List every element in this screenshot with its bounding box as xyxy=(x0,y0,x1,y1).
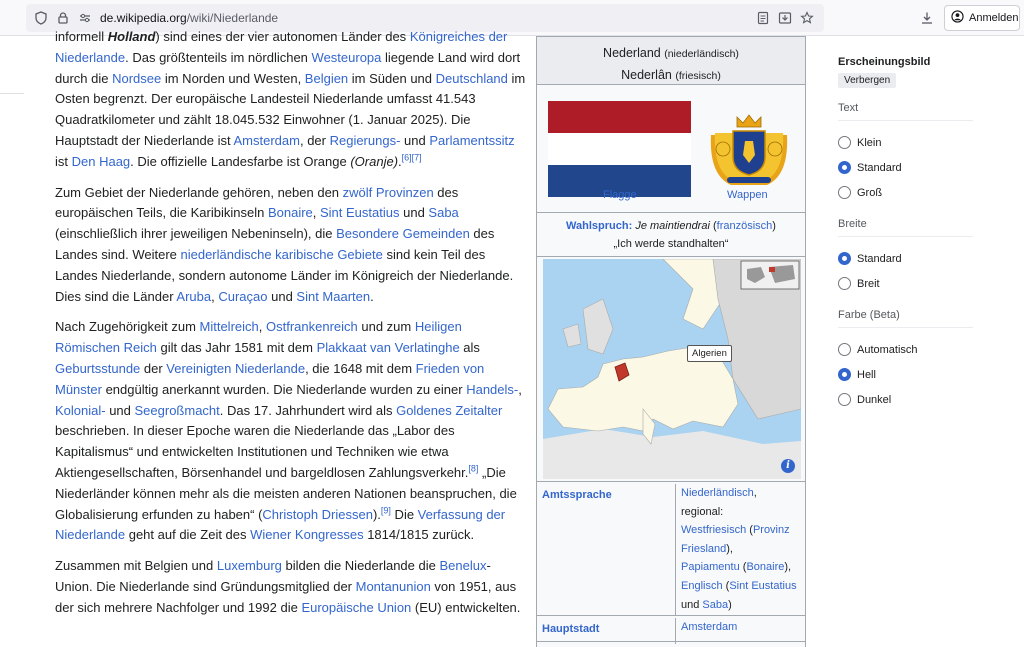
text-run: und zum xyxy=(357,319,415,335)
text-run: ( xyxy=(739,561,747,574)
hide-appearance-button[interactable]: Verbergen xyxy=(838,73,896,88)
text-run: informell xyxy=(55,29,108,44)
appearance-group xyxy=(838,102,973,205)
appearance-panel xyxy=(838,56,973,425)
text-run: . Das größtenteils im nördlichen xyxy=(125,49,312,65)
text-run: Zum Gebiet der Niederlande gehören, neben den xyxy=(55,184,343,200)
radio-label: Dunkel xyxy=(857,393,892,406)
text-run: im Norden und Westen, xyxy=(161,70,305,86)
infobox-symbols xyxy=(537,85,805,213)
row-label-capital[interactable]: Hauptstadt xyxy=(542,623,600,635)
reader-view-icon[interactable] xyxy=(754,9,772,27)
save-to-pocket-icon[interactable] xyxy=(776,9,794,27)
europe-map-image xyxy=(543,259,801,479)
text-run: „Die Niederländer können mehr als die meisten anderen Nationen beanspruchen, die Globalisierung erfunden zu haben“ ( xyxy=(55,464,517,522)
url-domain: de.wikipedia.org xyxy=(100,11,187,25)
text-run: , xyxy=(258,319,266,335)
inline-link[interactable]: Luxemburg xyxy=(216,558,282,574)
shield-icon[interactable] xyxy=(32,9,50,27)
radio-button[interactable] xyxy=(838,186,851,199)
infobox-motto: Wahlspruch: Je maintiendrai (französisch) „Ich werde standhalten“ xyxy=(537,213,805,257)
flag-caption-link[interactable]: Flagge xyxy=(603,189,637,201)
appearance-group-heading: Breite xyxy=(838,218,973,237)
inline-link[interactable]: Amsterdam xyxy=(233,132,300,148)
inline-link[interactable]: Ostfrankenreich xyxy=(266,319,358,335)
inline-link[interactable]: Deutschland xyxy=(435,70,508,86)
inline-link[interactable]: Mittelreich xyxy=(199,319,259,335)
radio-button[interactable] xyxy=(838,277,851,290)
text-run: ), xyxy=(784,561,792,574)
inline-link[interactable]: Montanunion xyxy=(355,578,431,594)
url-path: /wiki/Niederlande xyxy=(186,11,279,25)
text-run: ) sind eines der vier autonomen Länder des xyxy=(155,29,410,44)
name-dutch-note: (niederländisch) xyxy=(664,48,739,60)
flag-image[interactable] xyxy=(548,101,691,197)
text-run: , der xyxy=(299,132,330,148)
radio-label: Hell xyxy=(857,368,876,381)
radio-button[interactable] xyxy=(838,343,851,356)
text-run: (EU) entwickelten. xyxy=(411,599,521,615)
text-run: und xyxy=(681,598,703,611)
article-paragraph-4 xyxy=(55,556,527,618)
inline-link[interactable]: Regierungs- xyxy=(329,132,401,148)
text-run: Nach Zugehörigkeit zum xyxy=(55,319,200,335)
inline-link[interactable]: Benelux xyxy=(439,558,487,574)
text-run: ). xyxy=(372,506,381,522)
text-run: , xyxy=(753,487,757,499)
inline-link[interactable]: Den Haag xyxy=(71,153,131,169)
text-run: ), xyxy=(726,542,733,555)
text-run: regional: xyxy=(681,505,724,518)
permissions-icon[interactable] xyxy=(76,9,94,27)
footnote-reference[interactable]: [6][7] xyxy=(401,152,422,163)
text-run: (einschließlich ihrer jeweiligen Nebeninseln), die xyxy=(55,226,337,242)
radio-option[interactable] xyxy=(838,130,973,155)
inline-link[interactable]: Belgien xyxy=(304,70,349,86)
text-run: und xyxy=(267,288,297,304)
text-run: ( xyxy=(746,524,753,537)
map-info-icon[interactable]: i xyxy=(781,459,795,473)
flag-stripe-white xyxy=(548,133,691,165)
radio-label: Klein xyxy=(857,136,882,149)
inline-link[interactable]: Seegroßmacht xyxy=(134,402,220,418)
text-run: des europäischen Teils, die Karibikinseln xyxy=(55,184,459,221)
infobox-row-language xyxy=(537,481,805,615)
inline-link[interactable]: Papiamentu xyxy=(681,561,740,574)
appearance-title: Erscheinungsbild xyxy=(838,56,931,68)
account-icon xyxy=(951,10,964,26)
article-body xyxy=(55,30,527,629)
inline-link[interactable]: Westeuropa xyxy=(311,49,382,65)
footnote-reference[interactable]: [9] xyxy=(380,505,391,516)
radio-label: Automatisch xyxy=(857,343,918,356)
inline-link[interactable]: Christoph Driessen xyxy=(262,506,373,522)
text-run: endgültig anerkannt wurden. Die Niederlande wurden zu einer xyxy=(101,381,467,397)
row-value-language xyxy=(675,484,803,615)
infobox-names xyxy=(537,37,805,85)
radio-label: Breit xyxy=(857,277,880,290)
map-tooltip: Algerien xyxy=(687,345,732,362)
article-paragraph-2 xyxy=(55,183,527,308)
infobox xyxy=(536,36,806,647)
radio-button[interactable] xyxy=(838,252,851,265)
text-run: , xyxy=(518,381,522,397)
text-run: bilden die Niederlande die xyxy=(281,558,440,574)
motto-language-link[interactable]: französisch xyxy=(716,220,773,232)
text-run: als xyxy=(459,340,480,356)
inline-link[interactable]: niederländische karibische Gebiete xyxy=(180,246,383,262)
radio-option[interactable] xyxy=(838,337,973,362)
inline-link[interactable]: Frieden von Münster xyxy=(55,360,485,397)
inline-link[interactable]: Saba xyxy=(702,598,729,611)
text-run: . Die offizielle Landesfarbe ist Orange xyxy=(130,153,351,169)
coat-of-arms-caption-link[interactable]: Wappen xyxy=(727,189,768,201)
sign-in-button[interactable] xyxy=(944,5,1020,31)
inline-link[interactable]: Sint Eustatius xyxy=(729,579,797,592)
text-run: , xyxy=(211,288,219,304)
inline-link[interactable]: zwölf Provinzen xyxy=(342,184,434,200)
radio-button[interactable] xyxy=(838,368,851,381)
radio-option[interactable] xyxy=(838,271,973,296)
radio-label: Standard xyxy=(857,161,902,174)
infobox-row-next xyxy=(537,641,805,647)
appearance-group-heading: Farbe (Beta) xyxy=(838,309,973,328)
inline-link[interactable]: Wiener Kongresses xyxy=(250,527,364,543)
downloads-icon[interactable] xyxy=(918,9,936,27)
inline-link[interactable]: Amsterdam xyxy=(681,621,738,633)
name-frisian-note: (friesisch) xyxy=(675,70,721,82)
footnote-reference[interactable]: [8] xyxy=(468,463,479,474)
inline-link[interactable]: Königreiches der Niederlande xyxy=(55,29,508,65)
inline-link[interactable]: Nordsee xyxy=(112,70,162,86)
bookmark-star-icon[interactable] xyxy=(798,9,816,27)
radio-button[interactable] xyxy=(838,161,851,174)
inline-link[interactable]: Geburtsstunde xyxy=(55,360,141,376)
inline-link[interactable]: Saba xyxy=(428,205,459,221)
lock-icon[interactable] xyxy=(54,9,72,27)
location-map[interactable] xyxy=(543,259,801,479)
motto-text: Je maintiendrai xyxy=(635,220,710,232)
text-run: des Landes sind. Weitere xyxy=(55,226,495,262)
text-run: 1814/1815 zurück. xyxy=(363,527,475,543)
text-run: . xyxy=(370,288,374,304)
radio-option[interactable] xyxy=(838,180,973,205)
appearance-groups xyxy=(838,102,973,412)
article-paragraph-1 xyxy=(55,27,527,173)
motto-label[interactable]: Wahlspruch: xyxy=(566,220,633,232)
text-run: beschrieben. In dieser Epoche waren die Niederlande das „Labor des Kapitalismus“ und entwickelten Institutionen und Techniken wie etwa Aktiengesellschaften, Börsenhandel und bargeldlosen Zahlungsverkehr. xyxy=(55,423,469,480)
inline-link[interactable]: Sint Maarten xyxy=(296,288,371,304)
text-run: sind kein Teil des Landes Niederlande, sondern autonome Länder im Königreich der Niederlande. Dies sind die Länder xyxy=(55,246,514,304)
inline-link[interactable]: Sint Eustatius xyxy=(320,205,400,221)
radio-button[interactable] xyxy=(838,136,851,149)
inline-link[interactable]: Provinz Friesland xyxy=(681,524,790,555)
motto-translation: „Ich werde standhalten“ xyxy=(613,238,729,250)
text-run: ist xyxy=(55,153,72,169)
radio-option[interactable] xyxy=(838,155,973,180)
text-run: , xyxy=(312,205,320,221)
inline-link[interactable]: Besondere Gemeinden xyxy=(336,226,470,242)
radio-option[interactable] xyxy=(838,387,973,412)
article-paragraph-3 xyxy=(55,317,527,546)
row-label-language[interactable]: Amtssprache xyxy=(542,489,612,501)
text-run: gilt das Jahr 1581 mit dem xyxy=(156,340,317,356)
inline-link[interactable]: Handels- xyxy=(466,381,519,397)
infobox-row-capital xyxy=(537,615,805,643)
coat-of-arms-image[interactable] xyxy=(701,105,797,193)
text-run: der xyxy=(140,360,167,376)
inline-link[interactable]: Curaçao xyxy=(218,288,268,304)
inline-link[interactable]: Englisch xyxy=(681,579,723,592)
inline-link[interactable]: Heiligen Römischen Reich xyxy=(55,319,462,356)
url-text xyxy=(100,11,278,25)
text-run: im Süden und xyxy=(348,70,436,86)
text-run: im Osten begrenzt. Der europäische Landesteil Niederlande umfasst 41.543 Quadratkilometer und zählt 18.045.532 Einwohner (1. Januar 2025). Die Hauptstadt der Niederlande ist xyxy=(55,70,526,148)
gutter-divider xyxy=(0,93,24,94)
text-run: -Union. Die Niederlande sind Gründungsmitglied der xyxy=(55,558,491,594)
radio-button[interactable] xyxy=(838,393,851,406)
flag-stripe-red xyxy=(548,101,691,133)
inline-link[interactable]: Vereinigten Niederlande xyxy=(166,360,306,376)
text-run: und xyxy=(400,132,430,148)
radio-label: Standard xyxy=(857,252,902,265)
inline-link[interactable]: Parlamentssitz xyxy=(429,132,515,148)
inline-link[interactable]: Aruba xyxy=(176,288,212,304)
text-run: , die 1648 mit dem xyxy=(305,360,416,376)
appearance-group-heading: Text xyxy=(838,102,973,121)
radio-option[interactable] xyxy=(838,246,973,271)
radio-option[interactable] xyxy=(838,362,973,387)
appearance-group xyxy=(838,218,973,296)
inline-link[interactable]: Verfassung der Niederlande xyxy=(55,506,506,543)
text-run: ) xyxy=(728,598,732,611)
inline-link[interactable]: Goldenes Zeitalter xyxy=(396,402,503,418)
text-run: und xyxy=(399,205,429,221)
inline-link[interactable]: Niederländisch xyxy=(681,487,754,499)
text-run: Zusammen mit Belgien und xyxy=(55,558,217,574)
text-run: Die xyxy=(390,506,418,522)
inline-link[interactable]: Bonaire xyxy=(267,205,313,221)
text-run: . Das 17. Jahrhundert wird als xyxy=(219,402,397,418)
radio-label: Groß xyxy=(857,186,883,199)
inline-link[interactable]: Europäische Union xyxy=(301,599,412,615)
name-frisian: Nederlân xyxy=(621,68,672,82)
inline-link[interactable]: Kolonial- xyxy=(55,402,106,418)
appearance-group xyxy=(838,309,973,412)
text-run: geht auf die Zeit des xyxy=(125,527,251,543)
text-run: und xyxy=(105,402,135,418)
inline-link[interactable]: Westfriesisch xyxy=(681,524,747,537)
name-dutch: Nederland xyxy=(603,46,661,60)
text-run: (Oranje) xyxy=(350,153,399,169)
inline-link[interactable]: Bonaire xyxy=(746,561,785,574)
text-run: Holland xyxy=(107,29,156,44)
text-run: ( xyxy=(722,579,730,592)
text-run: von 1951, aus der sich mehrere Nachfolger und 1992 die xyxy=(55,578,517,615)
text-run: . xyxy=(398,153,402,169)
inline-link[interactable]: Plakkaat van Verlatinghe xyxy=(316,340,460,356)
text-run: liegende Land wird dort durch die xyxy=(55,49,521,86)
sign-in-label: Anmelden xyxy=(969,12,1019,24)
